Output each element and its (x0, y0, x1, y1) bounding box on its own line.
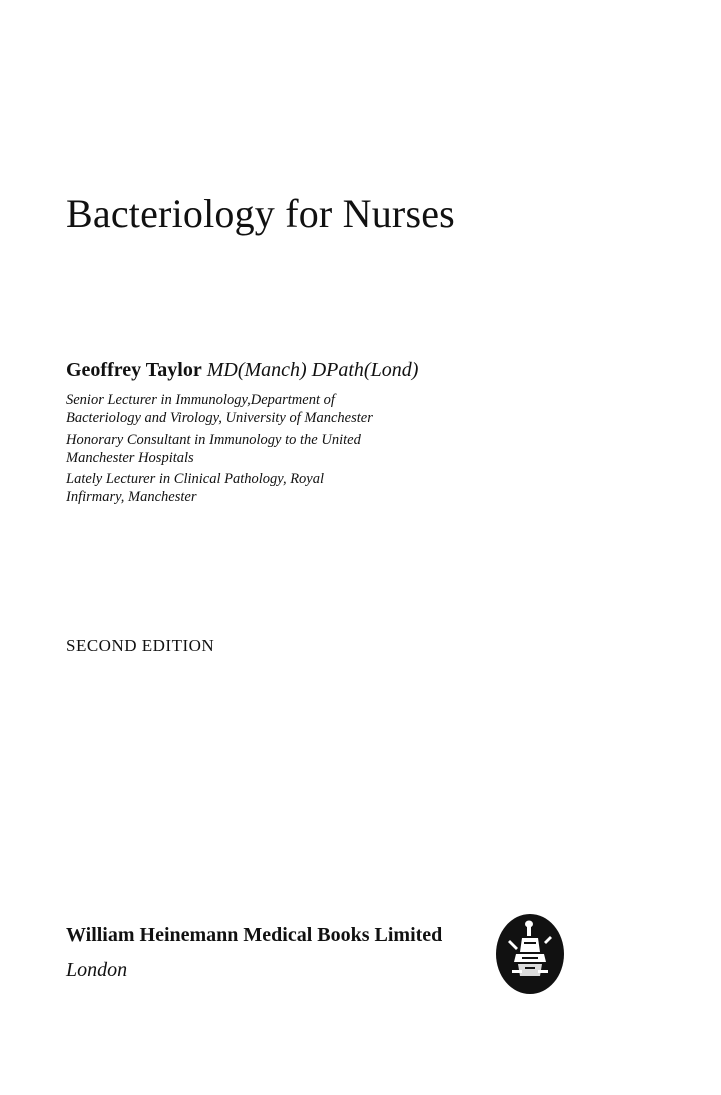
affiliation-2-line-2: Manchester Hospitals (66, 450, 194, 466)
edition-label: SECOND EDITION (66, 636, 215, 655)
affiliation-1 (66, 391, 496, 427)
affiliation-3-line-1: Lately Lecturer in Clinical Pathology, Royal (66, 471, 325, 487)
author-line (66, 356, 418, 384)
affiliation-3-line-2: Infirmary, Manchester (66, 489, 197, 505)
book-title: Bacteriology for Nurses (66, 191, 455, 236)
windmill-publisher-emblem-icon (494, 912, 566, 996)
affiliation-2 (66, 431, 496, 467)
publisher-name: William Heinemann Medical Books Limited (66, 924, 443, 946)
publisher-place: London (66, 959, 128, 981)
affiliation-1-line-1: Senior Lecturer in Immunology,Department of (66, 392, 335, 408)
affiliation-2-line-1: Honorary Consultant in Immunology to the United (66, 432, 361, 448)
author-qualifications: MD(Manch) DPath(Lond) (206, 359, 419, 381)
affiliation-1-line-2: Bacteriology and Virology, University of Manchester (66, 410, 373, 426)
affiliation-3 (66, 470, 496, 506)
author-name: Geoffrey Taylor (66, 359, 202, 381)
